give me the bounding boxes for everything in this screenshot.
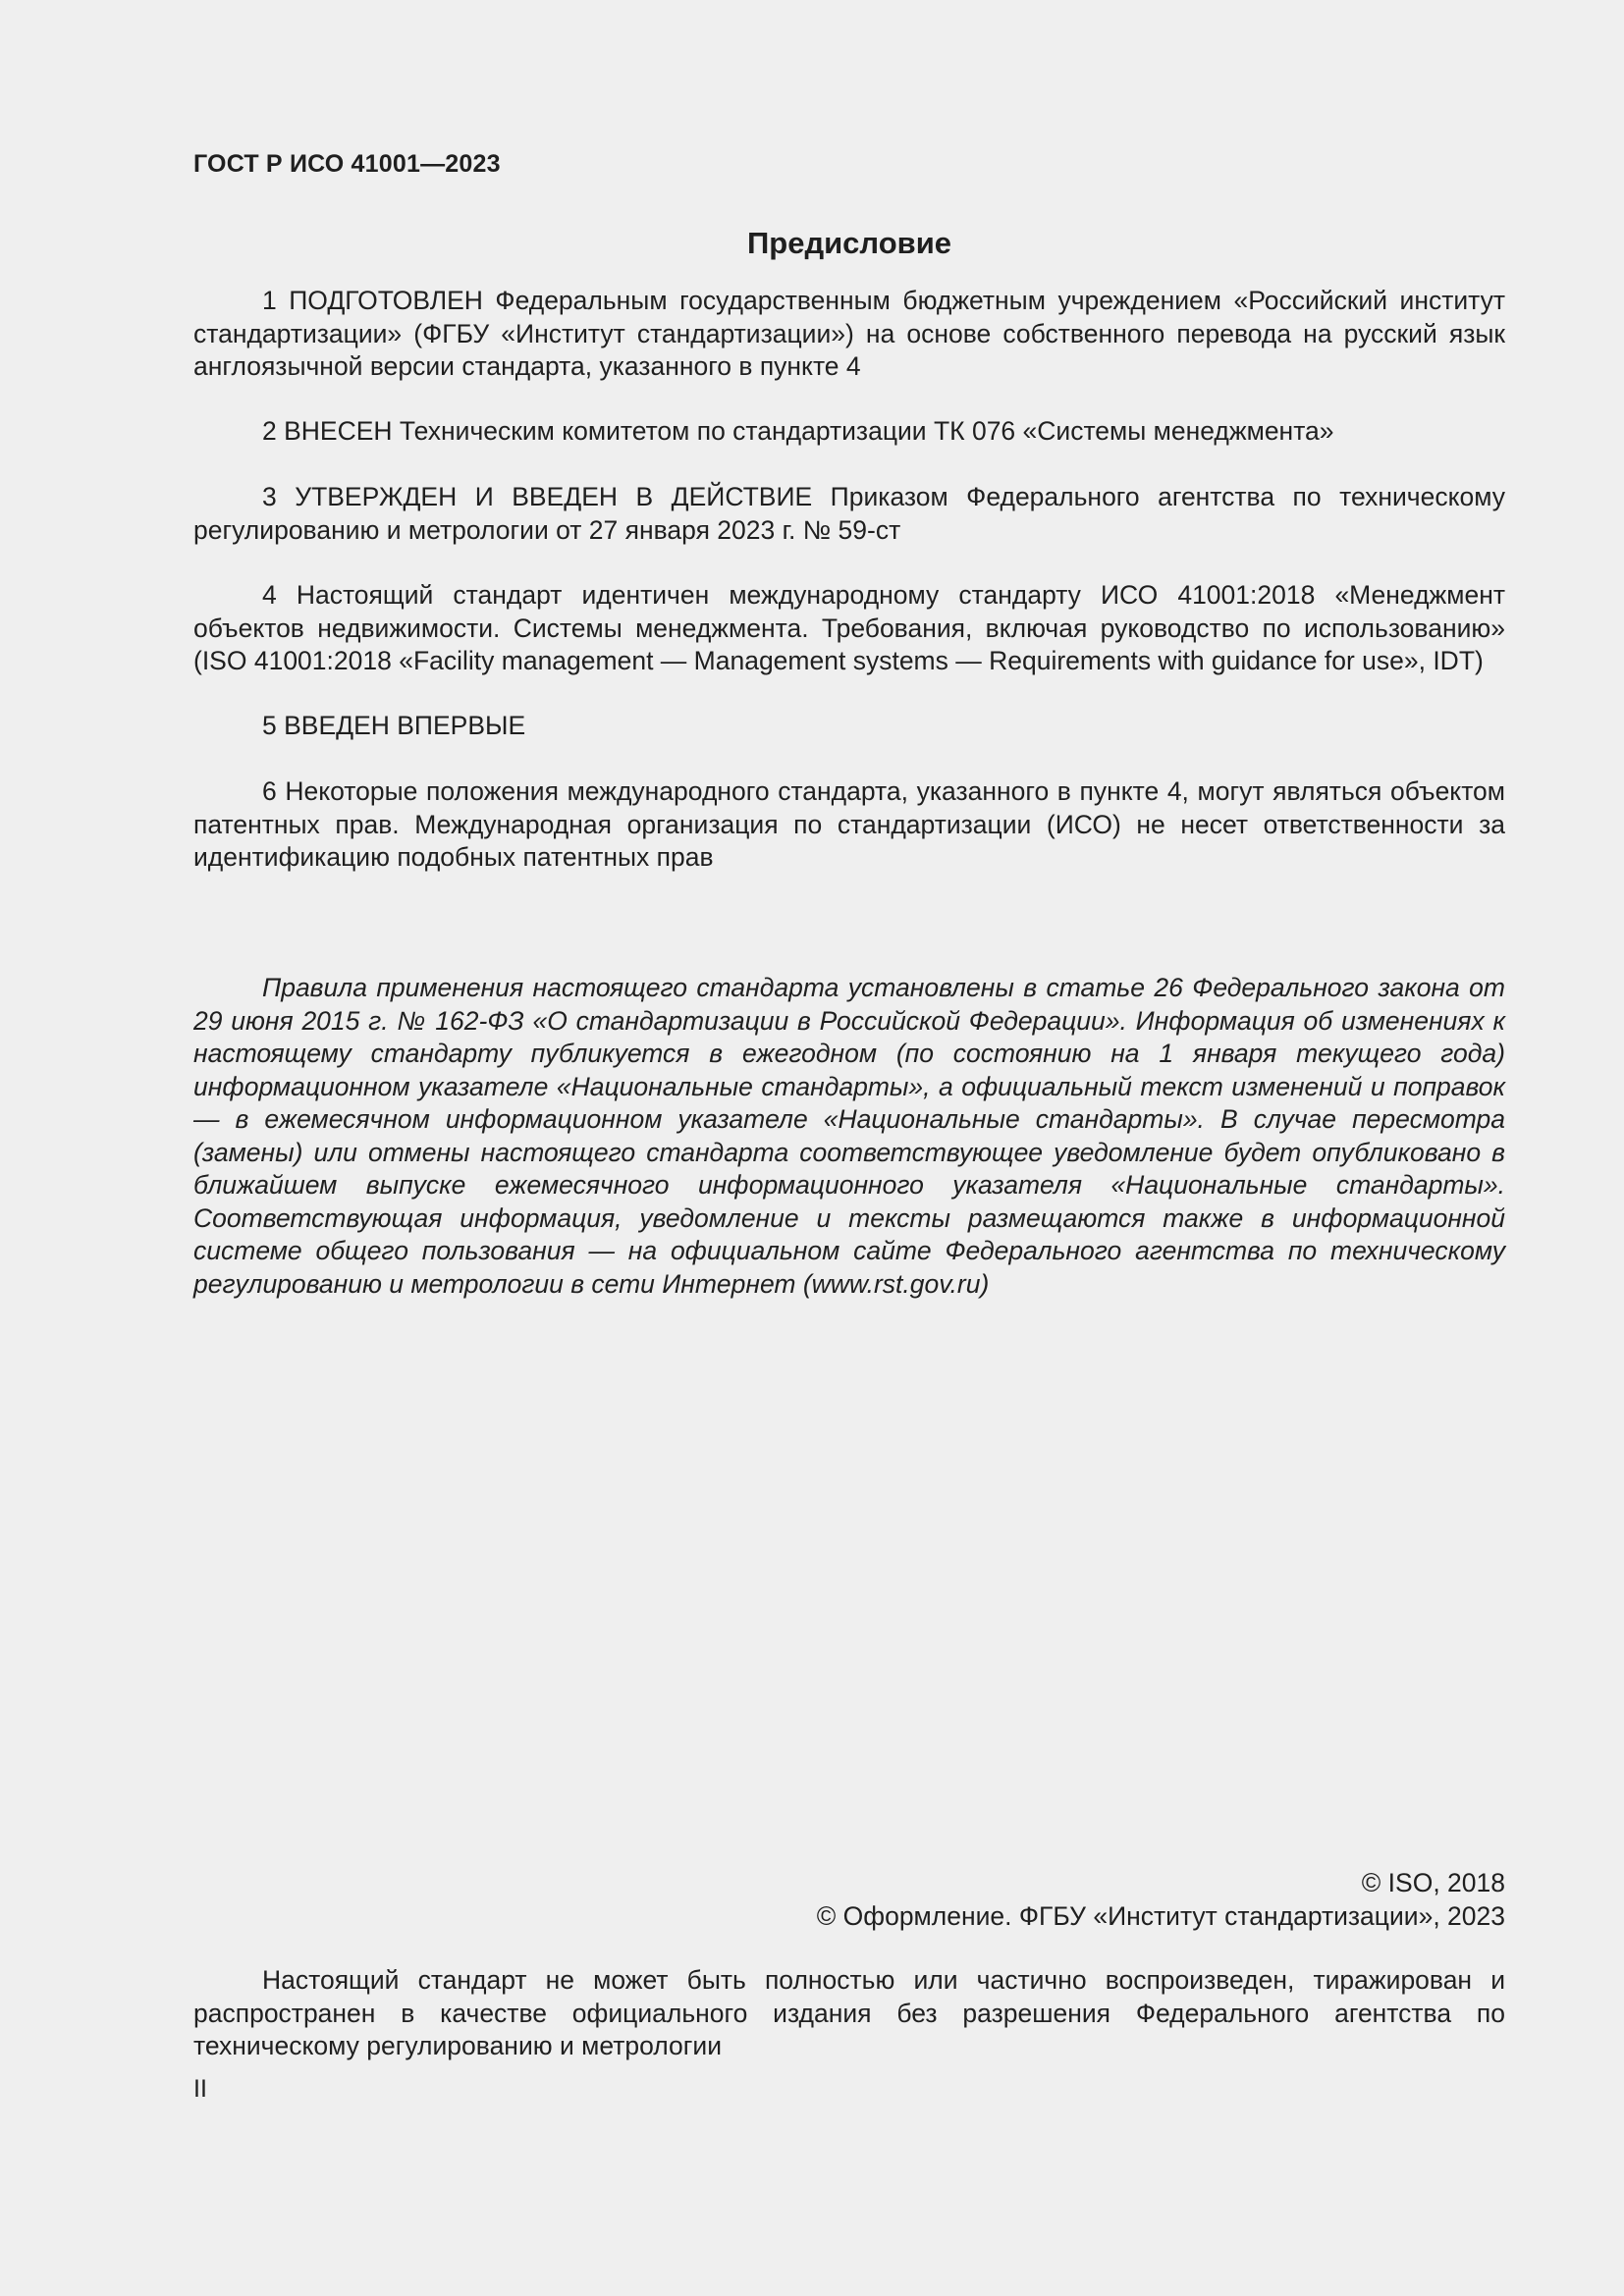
copyright-iso: © ISO, 2018 <box>1361 1868 1505 1897</box>
standard-code-header: ГОСТ Р ИСО 41001—2023 <box>193 150 501 178</box>
copyright-block <box>193 1867 1505 1933</box>
foreword-item-6: 6 Некоторые положения международного стандарта, указанного в пункте 4, могут являться объектом патентных прав. Международная организация по стандартизации (ИСО) не несет ответственности за идентификацию подобных патентных прав <box>193 776 1505 872</box>
foreword-item-1: 1 ПОДГОТОВЛЕН Федеральным государственным бюджетным учреждением «Российский институт стандартизации» (ФГБУ «Институт стандартизации») на основе собственного перевода на русский язык англоязычной версии стандарта, указанного в пункте 4 <box>193 286 1505 381</box>
reproduction-notice: Настоящий стандарт не может быть полностью или частично воспроизведен, тиражирован и распространен в качестве официального издания без разрешения Федерального агентства по техническому регулированию и метрологии <box>193 1965 1505 2060</box>
foreword-item-2: 2 ВНЕСЕН Техническим комитетом по стандартизации ТК 076 «Системы менеджмента» <box>262 416 1334 446</box>
foreword-item-5: 5 ВВЕДЕН ВПЕРВЫЕ <box>262 711 526 740</box>
copyright-design: © Оформление. ФГБУ «Институт стандартизации», 2023 <box>816 1900 1505 1931</box>
foreword-item-3: 3 УТВЕРЖДЕН И ВВЕДЕН В ДЕЙСТВИЕ Приказом Федерального агентства по техническому регулированию и метрологии от 27 января 2023 г. № 59-ст <box>193 482 1505 545</box>
page-title: Предисловие <box>746 226 951 260</box>
foreword-item-4: 4 Настоящий стандарт идентичен международному стандарту ИСО 41001:2018 «Менеджмент объектов недвижимости. Системы менеджмента. Требования, включая руководство по использованию» (ISO 41001:2018 «Facility management — Management systems — Requirements with guidance for use», IDT) <box>193 580 1505 675</box>
application-rules-notice: Правила применения настоящего стандарта установлены в статье 26 Федерального закона от 29 июня 2015 г. № 162-ФЗ «О стандартизации в Российской Федерации». Информация об изменениях к настоящему стандарту публикуется в ежегодном (по состоянию на 1 января текущего года) информационном указателе «Национальные стандарты», а официальный текст изменений и поправок — в ежемесячном информационном указателе «Национальные стандарты». В случае пересмотра (замены) или отмены настоящего стандарта соответствующее уведомление будет опубликовано в ближайшем выпуске ежемесячного информационного указателя «Национальные стандарты». Соответствующая информация, уведомление и тексты размещаются также в информационной системе общего пользования — на официальном сайте Федерального агентства по техническому регулированию и метрологии в сети Интернет (www.rst.gov.ru) <box>193 973 1505 1299</box>
page-number: II <box>193 2075 207 2103</box>
